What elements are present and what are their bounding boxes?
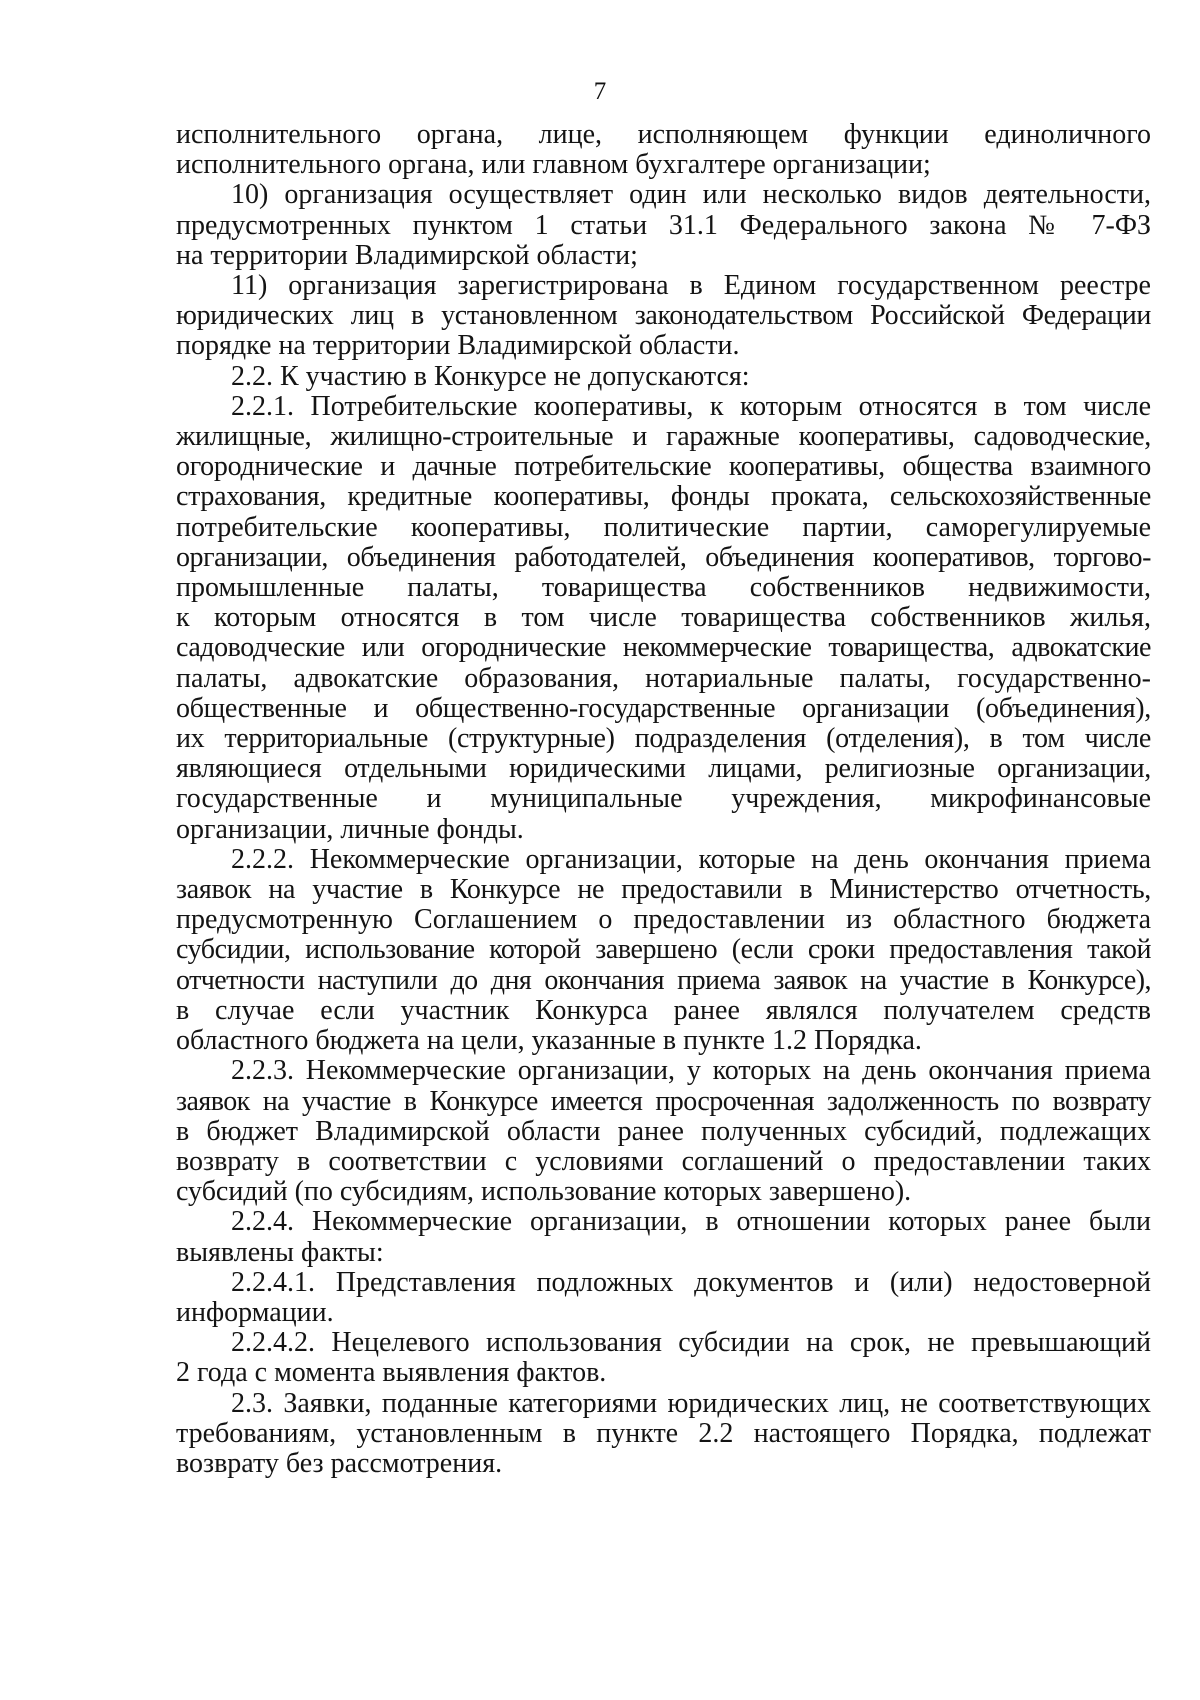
text-line: 11) организация зарегистрирована в Едином государственном реестре	[231, 270, 1151, 302]
text-line: исполнительного органа, лице, исполняющем функции единоличного	[176, 119, 1151, 150]
text-line: заявок на участие в Конкурсе имеется просроченная задолженность по возврату	[176, 1085, 1151, 1117]
text-line: 2.2.4. Некоммерческие организации, в отношении которых ранее были	[231, 1206, 1151, 1238]
text-line: 2.2.1. Потребительские кооперативы, к которым относятся в том числе	[231, 390, 1151, 422]
text-line: 2.2.4.1. Представления подложных документов и (или) недостоверной	[231, 1266, 1151, 1298]
paragraph	[176, 271, 1151, 362]
text-line: на территории Владимирской области;	[176, 239, 638, 271]
text-line: субсидии, использование которой завершено (если сроки предоставления такой	[176, 934, 1151, 966]
page-number: 7	[593, 78, 607, 105]
text-line: юридических лиц в установленном законодательством Российской Федерации	[176, 300, 1151, 332]
text-line: их территориальные (структурные) подразделения (отделения), в том числе	[176, 723, 1151, 755]
text-line: 2.2.4.2. Нецелевого использования субсидии на срок, не превышающий	[231, 1327, 1151, 1359]
text-line: порядке на территории Владимирской области.	[176, 330, 740, 362]
text-line: исполнительного органа, или главном бухгалтере организации;	[176, 149, 931, 181]
text-line: промышленные палаты, товарищества собственников недвижимости,	[176, 572, 1151, 604]
text-line: информации.	[176, 1296, 334, 1328]
text-line: выявлены факты:	[176, 1236, 384, 1268]
text-line: 2.3. Заявки, поданные категориями юридических лиц, не соответствующих	[231, 1387, 1151, 1419]
text-line: страхования, кредитные кооперативы, фонды проката, сельскохозяйственные	[176, 481, 1151, 513]
text-line: организации, объединения работодателей, объединения кооперативов, торгово-	[176, 541, 1151, 573]
text-line: государственные и муниципальные учреждения, микрофинансовые	[176, 783, 1151, 815]
text-line: требованиям, установленным в пункте 2.2 настоящего Порядка, подлежат	[176, 1417, 1151, 1449]
text-line: в случае если участник Конкурса ранее являлся получателем средств	[176, 994, 1151, 1026]
text-line: областного бюджета на цели, указанные в пункте 1.2 Порядка.	[176, 1025, 922, 1057]
section-heading	[176, 362, 1151, 392]
text-line: являющиеся отдельными юридическими лицами, религиозные организации,	[176, 753, 1151, 785]
text-line: предусмотренную Соглашением о предоставлении из областного бюджета	[176, 904, 1151, 936]
text-line: жилищные, жилищно-строительные и гаражные кооперативы, садоводческие,	[176, 421, 1151, 453]
paragraph	[176, 1328, 1151, 1388]
text-line: 2.2.3. Некоммерческие организации, у которых на день окончания приема	[231, 1055, 1151, 1087]
text-line: возврату без рассмотрения.	[176, 1447, 503, 1479]
text-line: отчетности наступили до дня окончания приема заявок на участие в Конкурсе),	[176, 964, 1151, 996]
text-line: возврату в соответствии с условиями соглашений о предоставлении таких	[176, 1145, 1151, 1177]
text-line: огороднические и дачные потребительские кооперативы, общества взаимного	[176, 451, 1151, 483]
text-line: 2.2. К участию в Конкурсе не допускаются:	[231, 360, 750, 392]
paragraph	[176, 120, 1151, 180]
paragraph	[176, 1268, 1151, 1328]
paragraph	[176, 1389, 1151, 1480]
paragraph	[176, 392, 1151, 845]
paragraph	[176, 180, 1151, 271]
text-line: предусмотренных пунктом 1 статьи 31.1 Федерального закона № 7-ФЗ	[176, 209, 1151, 241]
text-line: 10) организация осуществляет один или несколько видов деятельности,	[231, 179, 1151, 211]
document-body	[176, 120, 1151, 1479]
text-line: общественные и общественно-государственные организации (объединения),	[176, 692, 1151, 724]
text-line: садоводческие или огороднические некоммерческие товарищества, адвокатские	[176, 632, 1151, 664]
text-line: субсидий (по субсидиям, использование которых завершено).	[176, 1176, 912, 1208]
text-line: 2 года с момента выявления фактов.	[176, 1357, 607, 1389]
paragraph	[176, 1056, 1151, 1207]
text-line: к которым относятся в том числе товарищества собственников жилья,	[176, 602, 1151, 634]
text-line: потребительские кооперативы, политические партии, саморегулируемые	[176, 511, 1151, 543]
text-line: 2.2.2. Некоммерческие организации, которые на день окончания приема	[231, 843, 1151, 875]
text-line: палаты, адвокатские образования, нотариальные палаты, государственно-	[176, 662, 1151, 694]
paragraph	[176, 1207, 1151, 1267]
paragraph	[176, 845, 1151, 1056]
text-line: в бюджет Владимирской области ранее полученных субсидий, подлежащих	[176, 1115, 1151, 1147]
text-line: организации, личные фонды.	[176, 813, 524, 845]
text-line: заявок на участие в Конкурсе не предоставили в Министерство отчетность,	[176, 874, 1151, 906]
